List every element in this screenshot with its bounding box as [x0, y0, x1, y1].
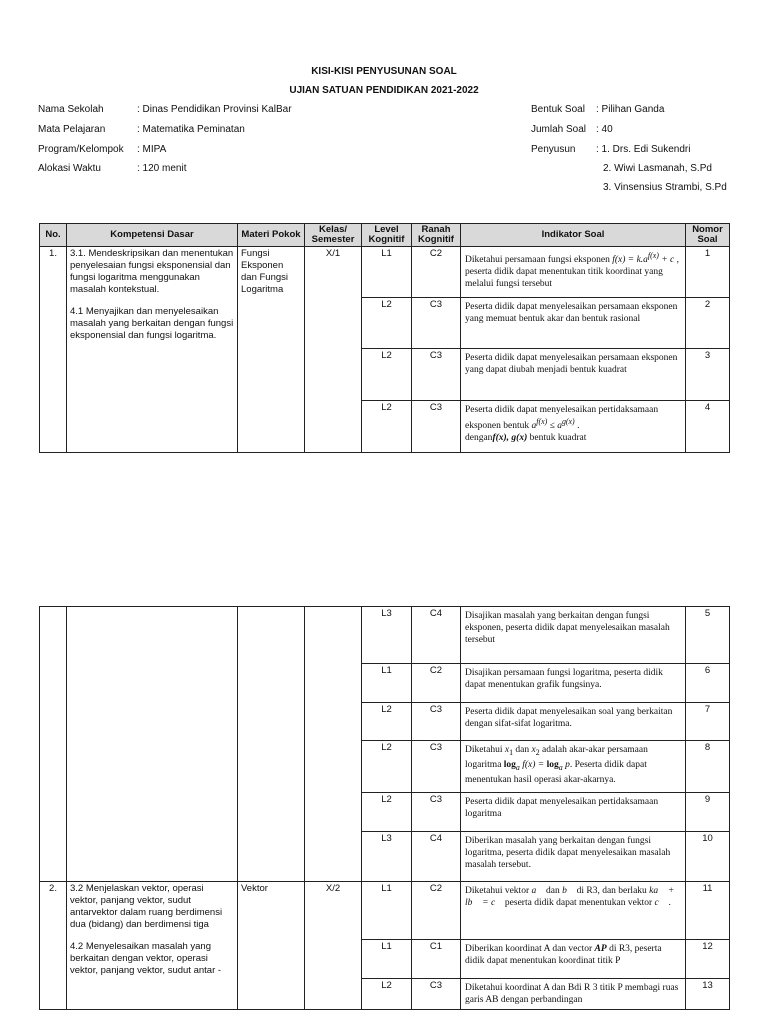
- kelas-cell: X/1: [305, 247, 362, 453]
- indikator-text: Diberikan koordinat A dan vector: [465, 944, 595, 954]
- level-cell: L3: [362, 832, 412, 882]
- col-header-materi: Materi Pokok: [238, 224, 305, 247]
- math-expression: ≤ a: [547, 421, 562, 432]
- math-superscript: f(x): [536, 417, 548, 426]
- indikator-cell: [461, 882, 686, 940]
- math-subscript: a: [515, 762, 520, 772]
- indikator-text: .: [574, 421, 580, 432]
- indikator-cell: [461, 940, 686, 979]
- vector-symbol: c⃗: [654, 898, 667, 908]
- indikator-text: , peserta didik dapat menentukan titik koordinat yang melalui fungsi tersebut: [465, 255, 680, 290]
- math-expression: AP: [594, 944, 607, 954]
- info-value-author-3: 3. Vinsensius Strambi, S.Pd: [603, 182, 727, 193]
- info-label-authors: Penyusun: [531, 144, 576, 155]
- indikator-cell: Diberikan masalah yang berkaitan dengan fungsi logaritma, peserta didik dapat menyelesaikan masalah masalah tersebut.: [461, 832, 686, 882]
- materi-cell: Vektor: [238, 882, 305, 1010]
- kd-text: 4.1 Menyajikan dan menyelesaikan masalah yang berkaitan dengan fungsi eksponensial dan fungsi logaritma.: [70, 306, 234, 341]
- math-expression: x: [504, 745, 510, 755]
- grid-table-2: [39, 606, 730, 1010]
- table-row: [40, 882, 730, 940]
- math-superscript: g(x): [561, 417, 575, 426]
- col-header-nomor: Nomor Soal: [686, 224, 730, 247]
- col-header-no: No.: [40, 224, 67, 247]
- info-value-subject: : Matematika Peminatan: [137, 124, 245, 135]
- indikator-text: Diketahui vektor: [465, 886, 532, 896]
- indikator-cell: [461, 741, 686, 793]
- indikator-text: Diketahui persamaan fungsi eksponen: [465, 255, 613, 266]
- indikator-cell: Disajikan persamaan fungsi logaritma, peserta didik dapat menentukan grafik fungsinya.: [461, 664, 686, 703]
- level-cell: L1: [362, 940, 412, 979]
- document-title: KISI-KISI PENYUSUNAN SOAL: [311, 66, 457, 77]
- info-value-author-1: : 1. Drs. Edi Sukendri: [596, 144, 691, 155]
- indikator-cell: Peserta didik dapat menyelesaikan persamaan eksponen yang memuat bentuk akar dan bentuk rasional: [461, 298, 686, 349]
- indikator-text: di R3, dan berlaku: [574, 886, 650, 896]
- indikator-text: . Peserta didik dapat menentukan hasil operasi akar-akarnya.: [465, 759, 647, 785]
- level-cell: L2: [362, 703, 412, 741]
- info-label-subject: Mata Pelajaran: [38, 124, 106, 135]
- indikator-text: peserta didik dapat menentukan vektor: [502, 898, 655, 908]
- math-expression: ka⃗ + lb⃗ = c⃗: [465, 886, 675, 908]
- indikator-cell: Peserta didik dapat menyelesaikan pertidaksamaan logaritma: [461, 793, 686, 832]
- table-row: [40, 607, 730, 664]
- ranah-cell: C3: [412, 703, 461, 741]
- col-header-kelas: Kelas/ Semester: [305, 224, 362, 247]
- math-expression: x: [531, 745, 536, 755]
- math-expression: a: [531, 421, 537, 432]
- indikator-text: .: [666, 898, 671, 908]
- nomor-cell: 8: [686, 741, 730, 793]
- nomor-cell: 13: [686, 979, 730, 1010]
- math-expression: log: [503, 759, 516, 770]
- level-cell: L2: [362, 349, 412, 401]
- math-subscript: a: [558, 762, 563, 772]
- level-cell: L2: [362, 741, 412, 793]
- level-cell: L2: [362, 793, 412, 832]
- info-value-format: : Pilihan Ganda: [596, 104, 665, 115]
- nomor-cell: 5: [686, 607, 730, 664]
- ranah-cell: C2: [412, 664, 461, 703]
- grid-table-1: [39, 223, 730, 453]
- ranah-cell: C3: [412, 793, 461, 832]
- ranah-cell: C3: [412, 298, 461, 349]
- col-header-kd: Kompetensi Dasar: [67, 224, 238, 247]
- indikator-text: adalah akar-akar persamaan logaritma: [465, 745, 648, 770]
- materi-cell: [238, 607, 305, 882]
- info-value-school: : Dinas Pendidikan Provinsi KalBar: [137, 104, 292, 115]
- indikator-cell: Diketahui koordinat A dan Bdi R 3 titik P membagi ruas garis AB dengan perbandingan: [461, 979, 686, 1010]
- ranah-cell: C2: [412, 247, 461, 298]
- level-cell: L1: [362, 664, 412, 703]
- nomor-cell: 7: [686, 703, 730, 741]
- nomor-cell: 10: [686, 832, 730, 882]
- math-expression: + c: [658, 255, 675, 266]
- indikator-text: Diketahui: [465, 745, 505, 755]
- indikator-cell: Disajikan masalah yang berkaitan dengan fungsi eksponen, peserta didik dapat menyelesaikan masalah tersebut: [461, 607, 686, 664]
- nomor-cell: 11: [686, 882, 730, 940]
- indikator-cell: [461, 247, 686, 298]
- kompetensi-dasar-cell: [67, 607, 238, 882]
- info-value-program: : MIPA: [137, 144, 167, 155]
- info-value-time: : 120 menit: [137, 163, 187, 174]
- col-header-ranah: Ranah Kognitif: [412, 224, 461, 247]
- ranah-cell: C3: [412, 979, 461, 1010]
- indikator-text: dan: [513, 745, 532, 755]
- math-expression: f(x) =: [519, 759, 547, 770]
- info-label-program: Program/Kelompok: [38, 144, 124, 155]
- indikator-text: dengan: [465, 433, 493, 444]
- info-label-time: Alokasi Waktu: [38, 163, 101, 174]
- kd-text: 4.2 Menyelesaikan masalah yang berkaitan dengan vektor, operasi vektor, panjang vektor, sudut antar -: [70, 941, 222, 976]
- indikator-text: Peserta didik dapat menyelesaikan pertidaksamaan eksponen bentuk: [465, 405, 659, 432]
- vector-symbol: a⃗: [531, 886, 544, 896]
- info-label-school: Nama Sekolah: [38, 104, 104, 115]
- level-cell: L2: [362, 979, 412, 1010]
- math-expression: f(x), g(x): [492, 433, 528, 444]
- nomor-cell: 12: [686, 940, 730, 979]
- row-number: 2.: [40, 882, 67, 1010]
- kd-text: 3.2 Menjelaskan vektor, operasi vektor, panjang vektor, sudut antarvektor dalam ruang berdimensi dua (bidang) dan berdimensi tiga: [70, 883, 223, 930]
- ranah-cell: C3: [412, 741, 461, 793]
- info-label-format: Bentuk Soal: [531, 104, 585, 115]
- document-subtitle: UJIAN SATUAN PENDIDIKAN 2021-2022: [289, 85, 479, 96]
- nomor-cell: 3: [686, 349, 730, 401]
- level-cell: L3: [362, 607, 412, 664]
- col-header-indikator: Indikator Soal: [461, 224, 686, 247]
- level-cell: L2: [362, 298, 412, 349]
- row-number: 1.: [40, 247, 67, 453]
- row-number: [40, 607, 67, 882]
- nomor-cell: 6: [686, 664, 730, 703]
- indikator-text: bentuk kuadrat: [527, 433, 587, 444]
- indikator-cell: Peserta didik dapat menyelesaikan persamaan eksponen yang dapat diubah menjadi bentuk kuadrat: [461, 349, 686, 401]
- level-cell: L1: [362, 247, 412, 298]
- kompetensi-dasar-cell: [67, 247, 238, 453]
- math-expression: f(x) = k.a: [612, 255, 648, 266]
- ranah-cell: C4: [412, 607, 461, 664]
- indikator-cell: Peserta didik dapat menyelesaikan soal yang berkaitan dengan sifat-sifat logaritma.: [461, 703, 686, 741]
- indikator-cell: [461, 401, 686, 453]
- math-subscript: 1: [509, 747, 514, 757]
- materi-cell: Fungsi Eksponen dan Fungsi Logaritma: [238, 247, 305, 453]
- ranah-cell: C3: [412, 349, 461, 401]
- nomor-cell: 1: [686, 247, 730, 298]
- nomor-cell: 4: [686, 401, 730, 453]
- kelas-cell: X/2: [305, 882, 362, 1010]
- ranah-cell: C1: [412, 940, 461, 979]
- col-header-level: Level Kognitif: [362, 224, 412, 247]
- ranah-cell: C3: [412, 401, 461, 453]
- kompetensi-dasar-cell: [67, 882, 238, 1010]
- ranah-cell: C4: [412, 832, 461, 882]
- info-value-author-2: 2. Wiwi Lasmanah, S.Pd: [603, 163, 712, 174]
- nomor-cell: 2: [686, 298, 730, 349]
- info-label-count: Jumlah Soal: [531, 124, 587, 135]
- table-header-row: [40, 224, 730, 247]
- ranah-cell: C2: [412, 882, 461, 940]
- math-expression: p: [562, 759, 570, 770]
- math-superscript: f(x): [647, 251, 659, 260]
- vector-symbol: b⃗: [562, 886, 575, 896]
- info-value-count: : 40: [596, 124, 613, 135]
- math-expression: log: [546, 759, 559, 770]
- kelas-cell: [305, 607, 362, 882]
- level-cell: L2: [362, 401, 412, 453]
- table-row: [40, 247, 730, 298]
- indikator-text: di R3, peserta didik dapat menentukan koordinat titik P: [465, 944, 662, 966]
- indikator-text: dan: [543, 886, 563, 896]
- level-cell: L1: [362, 882, 412, 940]
- math-subscript: 2: [535, 747, 540, 757]
- nomor-cell: 9: [686, 793, 730, 832]
- kd-text: 3.1. Mendeskripsikan dan menentukan penyelesaian fungsi eksponensial dan fungsi logaritma menggunakan masalah kontekstual.: [70, 248, 234, 295]
